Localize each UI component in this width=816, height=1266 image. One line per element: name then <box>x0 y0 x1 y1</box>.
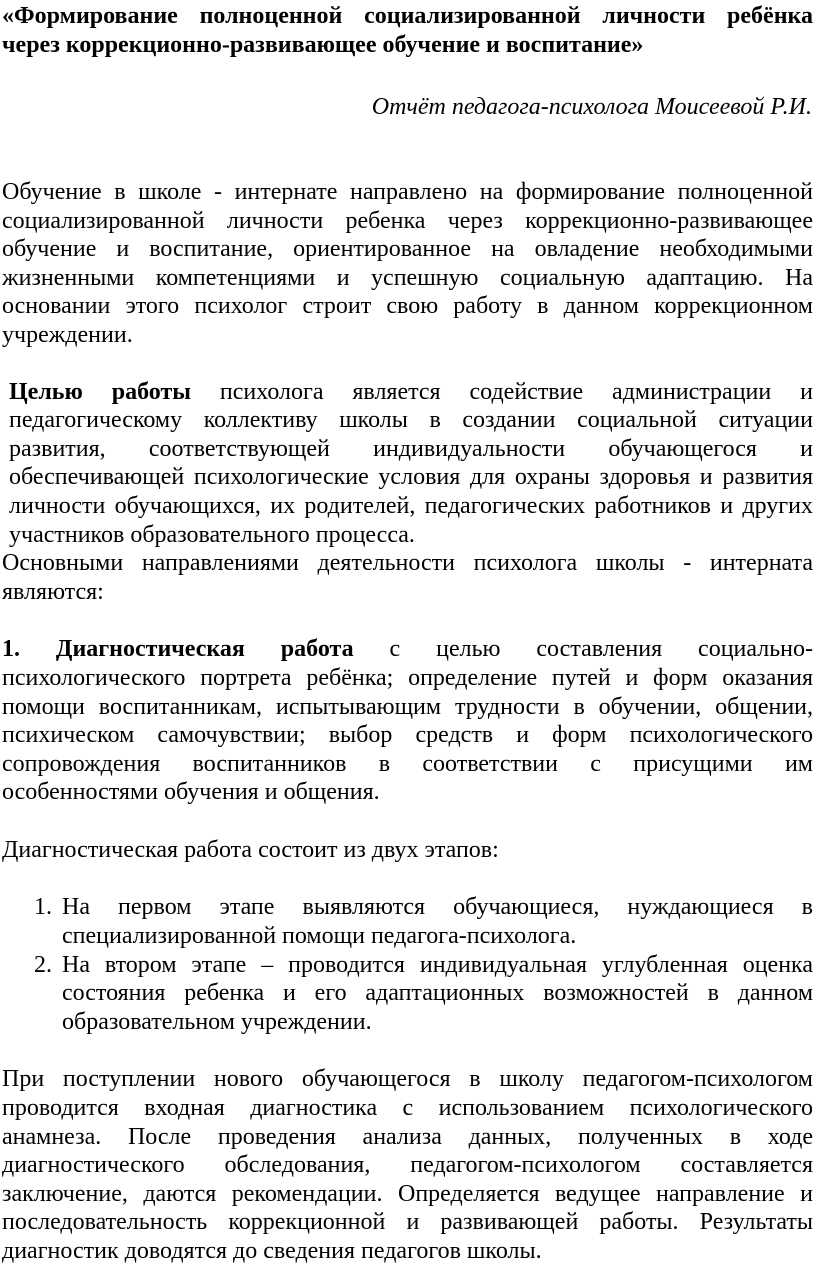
author-line: Отчёт педагога-психолога Моисеевой Р.И. <box>371 94 812 120</box>
list-item <box>2 951 813 1037</box>
stages-list <box>2 893 813 1036</box>
admission-paragraph: При поступлении нового обучающегося в школу педагогом-психологом проводится входная диагностика с использованием психологического анамнеза. После проведения анализа данных, полученных в ходе диагностического обследования, педагогом-психологом составляется заключение, даются рекомендации. Определяется ведущее направление и последовательность коррекционной и развивающей работы. Результаты диагностик доводятся до сведения педагогов школы. <box>2 1066 813 1264</box>
directions-paragraph: Основными направлениями деятельности психолога школы - интерната являются: <box>2 550 813 605</box>
goal-lead: Целью работы <box>9 378 191 405</box>
goal-text: психолога является содействие администрации и педагогическому коллективу школы в создании социальной ситуации развития, соответствующей индивидуальности обучающегося и обеспечивающей психологические условия для охраны здоровья и развития личности обучающихся, их родителей, педагогических работников и других участников образовательного процесса. <box>9 378 813 548</box>
goal-paragraph <box>2 378 813 550</box>
list-item-number: 1. <box>34 894 52 921</box>
diagnostic-text: с целью составления социально-психологического портрета ребёнка; определение путей и форм оказания помощи воспитанникам, испытывающим трудности в обучении, общении, психическом самочувствии; выбор средств и форм психологического сопровождения воспитанников в соответствии с присущими им особенностями обучения и общения. <box>2 636 814 806</box>
list-item-text: На первом этапе выявляются обучающиеся, нуждающиеся в специализированной помощи педагога-психолога. <box>62 894 813 950</box>
diagnostic-lead: 1. Диагностическая работа <box>2 636 354 663</box>
list-item-number: 2. <box>34 951 52 978</box>
list-item-text: На втором этапе – проводится индивидуальная углубленная оценка состояния ребенка и его адаптационных возможностей в данном образовательном учреждении. <box>62 951 813 1035</box>
stages-intro: Диагностическая работа состоит из двух этапов: <box>2 836 499 863</box>
diagnostic-paragraph <box>2 635 813 807</box>
document-title: «Формирование полноценной социализированной личности ребёнка через коррекционно-развивающее обучение и воспитание» <box>2 3 813 58</box>
intro-paragraph: Обучение в школе - интернате направлено на формирование полноценной социализированной личности ребенка через коррекционно-развивающее обучение и воспитание, ориентированное на овладение необходимыми жизненными компетенциями и успешную социальную адаптацию. На основании этого психолог строит свою работу в данном коррекционном учреждении. <box>2 179 813 348</box>
list-item <box>2 893 813 950</box>
